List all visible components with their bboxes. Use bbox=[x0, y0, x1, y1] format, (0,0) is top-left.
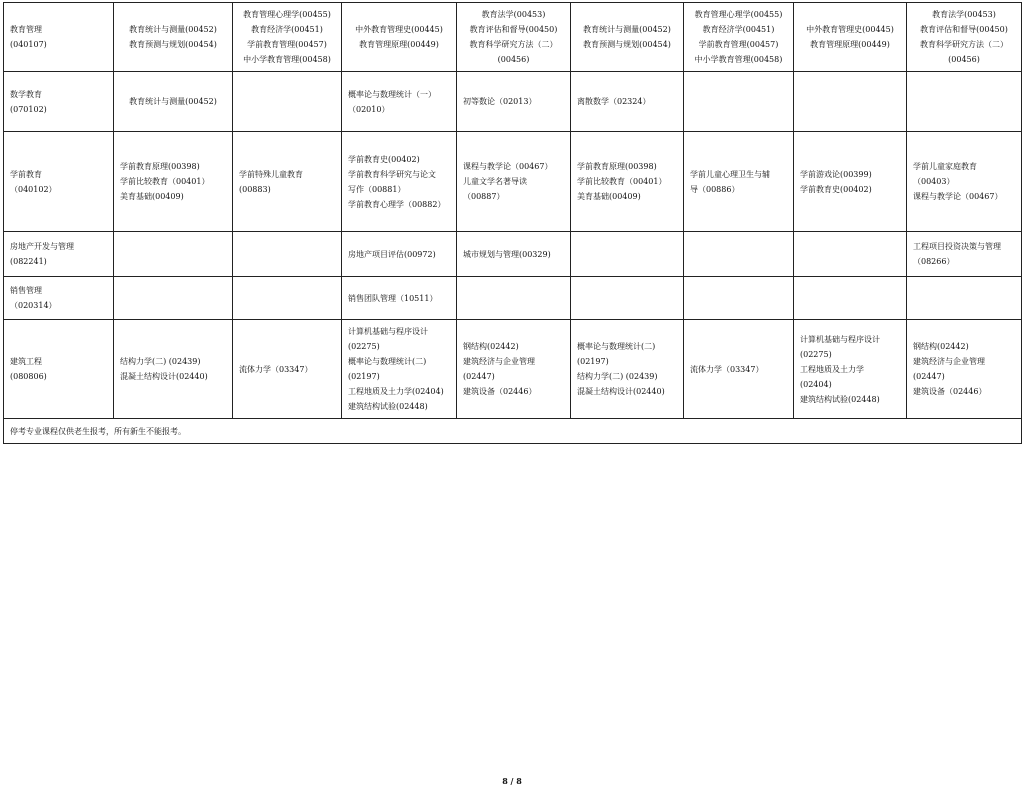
course-cell bbox=[114, 72, 233, 132]
cell-line: 数学教育 bbox=[10, 89, 42, 99]
table-row bbox=[4, 232, 1022, 277]
cell-line: (02197) bbox=[348, 372, 380, 381]
course-cell bbox=[684, 232, 794, 277]
cell-line: 工程项目投资决策与管理 bbox=[913, 242, 1001, 251]
cell-line: 教育评估和督导(00450) bbox=[469, 25, 558, 34]
course-cell bbox=[342, 3, 457, 72]
cell-line: 美育基础(00409) bbox=[120, 192, 184, 201]
cell-line: 流体力学（03347） bbox=[690, 364, 764, 374]
cell-line: 导（00886） bbox=[690, 184, 740, 194]
course-cell bbox=[457, 320, 571, 419]
cell-line: 中外教育管理史(00445) bbox=[355, 25, 443, 34]
cell-line: 概率论与数理统计（一） bbox=[348, 89, 436, 99]
cell-line: 学前教育史(00402) bbox=[800, 184, 872, 194]
course-cell bbox=[571, 3, 684, 72]
cell-line: （020314） bbox=[10, 301, 57, 310]
cell-line: （00887） bbox=[463, 192, 505, 201]
cell-line: 计算机基础与程序设计 bbox=[348, 327, 428, 336]
course-cell bbox=[342, 277, 457, 320]
cell-line: (00883) bbox=[239, 184, 271, 194]
course-cell bbox=[233, 320, 342, 419]
cell-line: 概率论与数理统计(二) bbox=[577, 342, 656, 351]
course-cell bbox=[457, 72, 571, 132]
cell-line: 学前儿童家庭教育 bbox=[913, 162, 977, 171]
cell-line: 教育预测与规划(00454) bbox=[583, 40, 671, 49]
cell-line: (082241) bbox=[10, 257, 47, 266]
cell-line: 儿童文学名著导读 bbox=[463, 177, 527, 186]
major-cell bbox=[4, 320, 114, 419]
cell-line: 学前教育原理(00398) bbox=[120, 162, 200, 171]
course-cell bbox=[342, 72, 457, 132]
cell-line: 教育经济学(00451) bbox=[251, 25, 323, 34]
cell-line: （02010） bbox=[348, 104, 390, 114]
course-cell bbox=[342, 232, 457, 277]
cell-line: （08266） bbox=[913, 257, 955, 266]
cell-line: 钢结构(02442) bbox=[913, 342, 969, 351]
note-row bbox=[4, 419, 1022, 444]
course-cell bbox=[114, 232, 233, 277]
cell-line: 混凝土结构设计(02440) bbox=[120, 372, 208, 381]
cell-line: 流体力学（03347） bbox=[239, 364, 313, 374]
course-cell bbox=[457, 232, 571, 277]
table-row bbox=[4, 320, 1022, 419]
cell-line: 建筑工程 bbox=[10, 357, 42, 366]
cell-line: 学前游戏论(00399) bbox=[800, 169, 872, 179]
course-cell bbox=[571, 320, 684, 419]
course-cell bbox=[794, 277, 907, 320]
major-cell bbox=[4, 132, 114, 232]
cell-line: (00456) bbox=[497, 55, 530, 64]
cell-line: 学前儿童心理卫生与辅 bbox=[690, 169, 770, 179]
cell-line: 建筑经济与企业管理 bbox=[463, 357, 535, 366]
cell-line: 教育管理原理(00449) bbox=[359, 40, 439, 49]
cell-line: 销售管理 bbox=[10, 286, 42, 295]
course-cell bbox=[571, 132, 684, 232]
cell-line: 教育管理原理(00449) bbox=[810, 40, 890, 49]
cell-line: 初等数论（02013） bbox=[463, 97, 537, 106]
cell-line: (02447) bbox=[463, 372, 495, 381]
course-cell bbox=[907, 320, 1022, 419]
course-cell bbox=[794, 232, 907, 277]
cell-line: 结构力学(二) (02439) bbox=[120, 357, 201, 366]
course-cell bbox=[571, 277, 684, 320]
cell-line: 学前比较教育（00401） bbox=[577, 177, 667, 186]
course-cell bbox=[114, 3, 233, 72]
course-cell bbox=[794, 320, 907, 419]
course-cell bbox=[114, 132, 233, 232]
cell-line: 建筑设备（02446） bbox=[913, 387, 987, 396]
cell-line: 房地产开发与管理 bbox=[10, 242, 74, 251]
cell-line: 建筑结构试验(02448) bbox=[348, 402, 428, 411]
course-cell bbox=[907, 232, 1022, 277]
cell-line: 工程地质及土力学(02404) bbox=[348, 387, 444, 396]
cell-line: 工程地质及土力学 bbox=[800, 364, 864, 374]
course-cell bbox=[571, 232, 684, 277]
course-cell bbox=[907, 132, 1022, 232]
cell-line: 学前特殊儿童教育 bbox=[239, 169, 303, 179]
cell-line: (02447) bbox=[913, 372, 945, 381]
course-cell bbox=[794, 72, 907, 132]
course-cell bbox=[233, 132, 342, 232]
cell-line: 房地产项目评估(00972) bbox=[348, 249, 436, 259]
table-note: 停考专业课程仅供老生报考，所有新生不能报考。 bbox=[4, 419, 1022, 444]
cell-line: 学前比较教育（00401） bbox=[120, 177, 210, 186]
cell-line: 中小学教育管理(00458) bbox=[694, 55, 783, 64]
cell-line: 教育管理心理学(00455) bbox=[243, 10, 331, 19]
cell-line: (070102) bbox=[10, 104, 47, 114]
cell-line: (080806) bbox=[10, 372, 47, 381]
course-cell bbox=[457, 277, 571, 320]
cell-line: 混凝土结构设计(02440) bbox=[577, 387, 665, 396]
cell-line: 教育经济学(00451) bbox=[702, 25, 775, 34]
course-cell bbox=[571, 72, 684, 132]
course-cell bbox=[684, 320, 794, 419]
course-cell bbox=[684, 277, 794, 320]
cell-line: 教育统计与测量(00452) bbox=[583, 25, 671, 34]
cell-line: (00456) bbox=[948, 55, 980, 64]
course-cell bbox=[457, 3, 571, 72]
cell-line: 建筑设备（02446） bbox=[463, 387, 537, 396]
cell-line: 课程与教学论（00467） bbox=[913, 192, 1003, 201]
cell-line: 学前教育管理(00457) bbox=[247, 40, 327, 49]
cell-line: 结构力学(二) (02439) bbox=[577, 372, 658, 381]
cell-line: 教育法学(00453) bbox=[932, 10, 996, 19]
cell-line: 教育评估和督导(00450) bbox=[920, 25, 1008, 34]
cell-line: （00403） bbox=[913, 177, 955, 186]
major-cell bbox=[4, 277, 114, 320]
course-cell bbox=[342, 132, 457, 232]
course-cell bbox=[233, 3, 342, 72]
cell-line: 中外教育管理史(00445) bbox=[806, 25, 894, 34]
cell-line: 概率论与数理统计(二) bbox=[348, 357, 427, 366]
cell-line: (02404) bbox=[800, 379, 832, 389]
table-row bbox=[4, 3, 1022, 72]
cell-line: (040107) bbox=[10, 40, 47, 49]
course-cell bbox=[684, 132, 794, 232]
major-cell bbox=[4, 232, 114, 277]
cell-line: 中小学教育管理(00458) bbox=[243, 55, 331, 64]
course-cell bbox=[907, 277, 1022, 320]
cell-line: 建筑结构试验(02448) bbox=[800, 394, 880, 404]
page-number: 8 / 8 bbox=[502, 776, 522, 786]
cell-line: 学前教育 bbox=[10, 169, 42, 179]
cell-line: (02275) bbox=[348, 342, 380, 351]
table-row bbox=[4, 72, 1022, 132]
cell-line: 教育统计与测量(00452) bbox=[129, 25, 217, 34]
course-cell bbox=[907, 3, 1022, 72]
cell-line: 钢结构(02442) bbox=[463, 342, 519, 351]
course-cell bbox=[684, 3, 794, 72]
cell-line: 教育科学研究方法（二） bbox=[469, 40, 558, 49]
course-cell bbox=[684, 72, 794, 132]
cell-line: (02275) bbox=[800, 349, 832, 359]
cell-line: 学前教育科学研究与论文 bbox=[348, 169, 436, 179]
cell-line: 学前教育原理(00398) bbox=[577, 162, 657, 171]
cell-line: 教育预测与规划(00454) bbox=[129, 40, 217, 49]
table-row bbox=[4, 132, 1022, 232]
course-cell bbox=[907, 72, 1022, 132]
major-cell bbox=[4, 3, 114, 72]
course-cell bbox=[233, 277, 342, 320]
course-table bbox=[3, 2, 1022, 444]
cell-line: 计算机基础与程序设计 bbox=[800, 334, 880, 344]
course-cell bbox=[233, 232, 342, 277]
cell-line: 教育统计与测量(00452) bbox=[129, 97, 217, 106]
course-cell bbox=[794, 132, 907, 232]
major-cell bbox=[4, 72, 114, 132]
cell-line: 学前教育史(00402) bbox=[348, 154, 420, 164]
cell-line: （040102） bbox=[10, 184, 57, 194]
cell-line: 写作（00881） bbox=[348, 184, 406, 194]
cell-line: 教育科学研究方法（二） bbox=[920, 40, 1008, 49]
table-body bbox=[4, 3, 1022, 419]
cell-line: 教育管理心理学(00455) bbox=[694, 10, 783, 19]
cell-line: 城市规划与管理(00329) bbox=[463, 249, 551, 259]
course-cell bbox=[114, 277, 233, 320]
course-cell bbox=[114, 320, 233, 419]
cell-line: 美育基础(00409) bbox=[577, 192, 641, 201]
table-row bbox=[4, 277, 1022, 320]
cell-line: 离散数学（02324） bbox=[577, 97, 651, 106]
cell-line: 教育管理 bbox=[10, 25, 42, 34]
cell-line: 销售团队管理（10511） bbox=[348, 293, 438, 303]
course-cell bbox=[457, 132, 571, 232]
course-cell bbox=[233, 72, 342, 132]
cell-line: 课程与教学论（00467） bbox=[463, 162, 553, 171]
course-cell bbox=[342, 320, 457, 419]
cell-line: 教育法学(00453) bbox=[481, 10, 546, 19]
cell-line: 学前教育心理学（00882） bbox=[348, 199, 446, 209]
course-cell bbox=[794, 3, 907, 72]
cell-line: 建筑经济与企业管理 bbox=[913, 357, 985, 366]
cell-line: 学前教育管理(00457) bbox=[698, 40, 779, 49]
cell-line: (02197) bbox=[577, 357, 609, 366]
